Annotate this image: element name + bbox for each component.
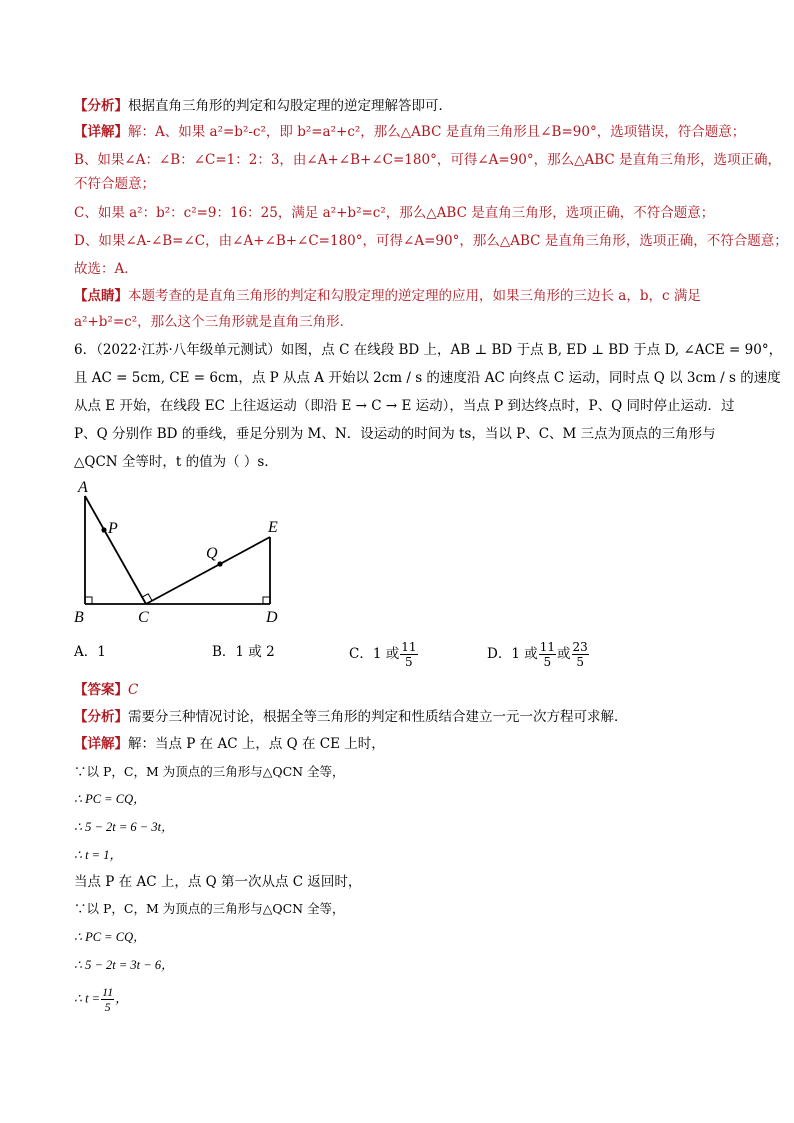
choice-d-numerator-2: 23 bbox=[572, 640, 588, 654]
answer-line bbox=[74, 680, 138, 700]
solution-step-8-fraction bbox=[101, 985, 114, 1014]
solution-case-2: 当点 P 在 AC 上，点 Q 第一次从点 C 返回时， bbox=[74, 874, 362, 890]
choice-b: B．1 或 2 bbox=[212, 644, 275, 660]
right-angle-b bbox=[85, 597, 92, 604]
prev-detail-a: 解：A、如果 a²=b²-c²，即 b²=a²+c²，那么△ABC 是直角三角形且∠B=90°，选项错误，符合题意； bbox=[128, 124, 746, 140]
geometry-figure bbox=[70, 476, 300, 626]
solution-step-8-denominator: 5 bbox=[104, 1000, 111, 1014]
choice-d-numerator-1: 11 bbox=[539, 640, 555, 654]
solution-step-8-suffix: ， bbox=[115, 991, 128, 1006]
prev-analysis-tag: 【分析】 bbox=[74, 98, 128, 114]
solution-step-8 bbox=[74, 985, 128, 1014]
solution-analysis-line bbox=[74, 707, 628, 727]
prev-analysis-text: 根据直角三角形的判定和勾股定理的逆定理解答即可． bbox=[128, 98, 452, 114]
solution-step-3: ∴ 5 − 2t = 6 − 3t， bbox=[74, 820, 174, 834]
prev-comment-1: 本题考查的是直角三角形的判定和勾股定理的逆定理的应用，如果三角形的三边长 a，b，c 满足 bbox=[128, 288, 701, 304]
solution-step-8-numerator: 11 bbox=[102, 985, 114, 999]
prev-comment-tag: 【点睛】 bbox=[74, 288, 128, 304]
question-line-4: P、Q 分别作 BD 的垂线，垂足分别为 M、N．设运动的时间为 ts，当以 P、C、M 三点为顶点的三角形与 bbox=[74, 426, 716, 442]
solution-step-2: ∴ PC = CQ， bbox=[74, 792, 146, 806]
prev-comment-line-1 bbox=[74, 286, 701, 306]
right-angle-d bbox=[263, 597, 270, 604]
prev-detail-b1: B、如果∠A：∠B：∠C=1：2：3，由∠A+∠B+∠C=180°，可得∠A=90°，那么△ABC 是直角三角形，选项正确， bbox=[74, 152, 782, 168]
question-line-5: △QCN 全等时，t 的值为（ ）s． bbox=[74, 454, 278, 470]
label-a: A bbox=[78, 479, 88, 496]
prev-detail-b2: 不符合题意； bbox=[74, 176, 155, 192]
label-q: Q bbox=[206, 545, 218, 562]
choice-d-prefix: D．1 或 bbox=[487, 646, 538, 662]
choice-a: A．1 bbox=[74, 644, 106, 660]
choice-d-mid: 或 bbox=[557, 646, 571, 662]
choice-c-denominator: 5 bbox=[405, 655, 413, 669]
solution-step-1: ∵以 P，C，M 为顶点的三角形与△QCN 全等， bbox=[74, 764, 345, 779]
prev-detail-d: D、如果∠A-∠B=∠C，由∠A+∠B+∠C=180°，可得∠A=90°，那么△ABC 是直角三角形，选项正确，不符合题意； bbox=[74, 233, 788, 249]
question-line-1: 6．（2022·江苏·八年级单元测试）如图，点 C 在线段 BD 上，AB ⊥ BD 于点 B, ED ⊥ BD 于点 D, ∠ACE = 90°， bbox=[74, 342, 783, 358]
choice-d-fraction-2 bbox=[572, 640, 589, 669]
prev-detail-tag: 【详解】 bbox=[74, 124, 128, 140]
solution-detail-1: 解：当点 P 在 AC 上，点 Q 在 CE 上时， bbox=[128, 736, 385, 752]
solution-step-6: ∴ PC = CQ， bbox=[74, 930, 146, 944]
label-e: E bbox=[268, 519, 278, 536]
answer-value: C bbox=[128, 682, 139, 698]
point-q bbox=[217, 561, 222, 566]
solution-step-4: ∴ t = 1， bbox=[74, 848, 122, 862]
solution-analysis-tag: 【分析】 bbox=[74, 709, 128, 725]
prev-comment-2: a²+b²=c²，那么这个三角形就是直角三角形． bbox=[74, 314, 354, 330]
prev-analysis-line bbox=[74, 96, 452, 116]
solution-detail-line bbox=[74, 734, 385, 754]
question-line-2: 且 AC = 5cm, CE = 6cm，点 P 从点 A 开始以 2cm / s 的速度沿 AC 向终点 C 运动，同时点 Q 以 3cm / s 的速度 bbox=[74, 370, 781, 386]
label-d: D bbox=[266, 609, 278, 626]
choice-c-fraction bbox=[400, 640, 417, 669]
solution-step-8-prefix: ∴ t = bbox=[74, 991, 101, 1006]
choice-c-numerator: 11 bbox=[401, 640, 417, 654]
prev-answer-line: 故选：A． bbox=[74, 261, 138, 277]
solution-step-7: ∴ 5 − 2t = 3t − 6， bbox=[74, 958, 174, 972]
answer-tag: 【答案】 bbox=[74, 682, 128, 698]
label-p: P bbox=[108, 520, 118, 537]
segment-ac bbox=[85, 496, 146, 604]
choice-c bbox=[349, 640, 419, 669]
choice-d bbox=[487, 640, 590, 669]
label-c: C bbox=[138, 609, 149, 626]
solution-step-5: ∵以 P，C，M 为顶点的三角形与△QCN 全等， bbox=[74, 901, 345, 916]
question-line-3: 从点 E 开始，在线段 EC 上往返运动（即沿 E → C → E 运动），当点 P 到达终点时，P、Q 同时停止运动．过 bbox=[74, 398, 735, 414]
label-b: B bbox=[74, 609, 84, 626]
choice-d-denominator-1: 5 bbox=[543, 655, 552, 669]
solution-analysis-text: 需要分三种情况讨论，根据全等三角形的判定和性质结合建立一元一次方程可求解． bbox=[128, 709, 628, 725]
prev-detail-a-line bbox=[74, 122, 745, 142]
point-p bbox=[101, 527, 106, 532]
prev-detail-c: C、如果 a²：b²：c²=9：16：25，满足 a²+b²=c²，那么△ABC 是直角三角形，选项正确，不符合题意； bbox=[74, 205, 715, 221]
choice-d-fraction-1 bbox=[539, 640, 556, 669]
solution-detail-tag: 【详解】 bbox=[74, 736, 128, 752]
choice-d-denominator-2: 5 bbox=[576, 655, 584, 669]
choice-c-prefix: C．1 或 bbox=[349, 646, 400, 662]
